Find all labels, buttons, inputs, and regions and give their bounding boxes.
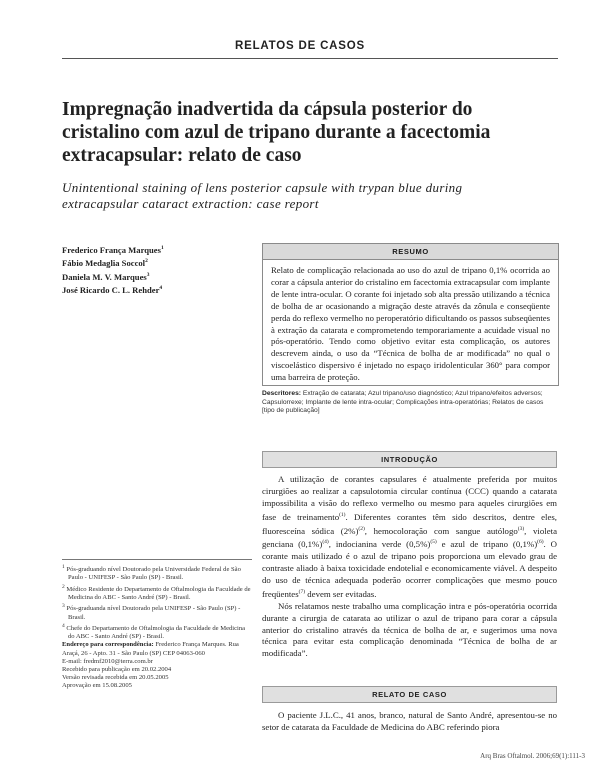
abstract-heading: RESUMO (263, 244, 558, 260)
date-line: Versão revisada recebida em 20.05.2005 (62, 674, 169, 682)
footnotes (62, 563, 252, 691)
keywords (262, 390, 557, 416)
author: Fábio Medaglia Soccol$^2$ (62, 258, 148, 269)
email: E-mail: fredmf2010@terra.com.br (62, 657, 153, 665)
footnote: $^4$ Chefe do Departamento de Oftalmologia da Faculdade de Medicina do ABC - Santo André (SP) - Brasil. (62, 622, 246, 641)
paragraph: Nós relatamos neste trabalho uma complicação intra e pós-operatória ocorrida durante a cirurgia de catarata ao utilizar o azul de tripano para corar a cápsula anterior do cristalino através da técnica de bolha de ar, e sugerimos uma nova técnica para evitar esta complicação denominada “Técnica de bolha de ar modificada”. (262, 600, 557, 659)
author: Frederico França Marques$^1$ (62, 244, 164, 255)
abstract-box (262, 243, 559, 386)
footnote-rule (62, 559, 252, 560)
author: Daniela M. V. Marques$^3$ (62, 271, 150, 282)
keywords-label: Descritores: (262, 390, 302, 397)
introduction-body (262, 474, 557, 660)
author-list (62, 243, 262, 296)
header-rule (62, 58, 558, 59)
date-line: Recebido para publicação em 20.02.2004 (62, 665, 172, 673)
journal-citation: Arq Bras Oftalmol. 2006;69(1):111-3 (480, 752, 585, 760)
date-line: Aprovação em 15.08.2005 (62, 682, 132, 690)
section-header: RELATOS DE CASOS (235, 40, 365, 52)
article-subtitle: Unintentional staining of lens posterior capsule with trypan blue during extracapsular cataract extraction: case report (62, 180, 463, 211)
introduction-heading: INTRODUÇÃO (262, 451, 557, 468)
case-report-heading: RELATO DE CASO (262, 686, 557, 703)
keywords-text: Extração de catarata; Azul tripano/uso diagnóstico; Azul tripano/efeitos adversos; Capsulorrexe; Implante de lente intra-ocular; Complicações intra-operatórias; Relatos de casos [tipo de publicação] (262, 390, 544, 415)
footnote: $^1$ Pós-graduando nível Doutorado pela Universidade Federal de São Paulo - UNIFESP - São Paulo (SP) - Brasil. (62, 564, 241, 582)
paragraph: O paciente J.L.C., 41 anos, branco, natural de Santo André, apresentou-se no setor de catarata da Faculdade de Medicina do ABC referindo piora (262, 710, 557, 732)
footnote: $^3$ Pós-graduanda nível Doutorado pela UNIFESP - São Paulo (SP) - Brasil. (62, 603, 241, 621)
author: José Ricardo C. L. Rehder$^4$ (62, 284, 163, 295)
correspondence: Endereço para correspondência: Frederico França Marques. Rua Araçá, 26 - Apto. 31 - São Paulo (SP) CEP 04063-060 (62, 641, 239, 657)
article-title: Impregnação inadvertida da cápsula posterior do cristalino com azul de tripano durante a facectomia extracapsular: relato de caso (62, 99, 491, 166)
abstract-text: Relato de complicação relacionada ao uso do azul de tripano 0,1% ocorrida ao corar a cápsula anterior do cristalino em facectomia extracapsular com implante de lente intra-ocular. O corante foi injetado sob alta pressão utilizando a técnica de bolha de ar ocasionando a migração deste através da zônula e conseqüente perda do reflexo vermelho no peroperatório dificultando os passos subseqüentes à extração da catarata e comprometendo temporariamente a acuidade visual no pós-operatório. Tendo como objetivo evitar esta complicação, os autores descrevem ainda, o uso da “Técnica de bolha de ar modificada” no qual o viscoelástico dispersivo é injetado no espaço iridolenticular 360° para compor uma barreira de proteção. (271, 265, 550, 383)
case-report-body (262, 710, 557, 734)
paragraph: A utilização de corantes capsulares é atualmente preferida por muitos cirurgiões ao realizar a capsulotomia circular contínua (CCC) quando a catarata impossibilita a visão do reflexo vermelho ou mesmo para aqueles cirurgiões em fase de treinamento$^{(1)}$. Diferentes corantes têm sido descritos, dentre eles, fluoresceína sódica $(2\%)^{(2)}$, hemocoloração com sangue autólogo$^{(3)}$, violeta genciana $(0,1\%)^{(4)}$, indocianina verde $(0,5\%)^{(5)}$ e azul de tripano $(0,1\%)^{(6)}$. O corante mais utilizado é o azul de tripano pois proporciona um elevado grau de contraste aliado à baixa toxicidade endotelial e economicamente viável. A despeito do uso de técnica adequada poderão ocorrer complicações que mesmo pouco freqüentes$^{(7)}$ devem ser evitadas. (262, 474, 557, 599)
footnote: $^2$ Médico Residente do Departamento de Oftalmologia da Faculdade de Medicina do ABC - Santo André (SP) - Brasil. (62, 583, 251, 601)
